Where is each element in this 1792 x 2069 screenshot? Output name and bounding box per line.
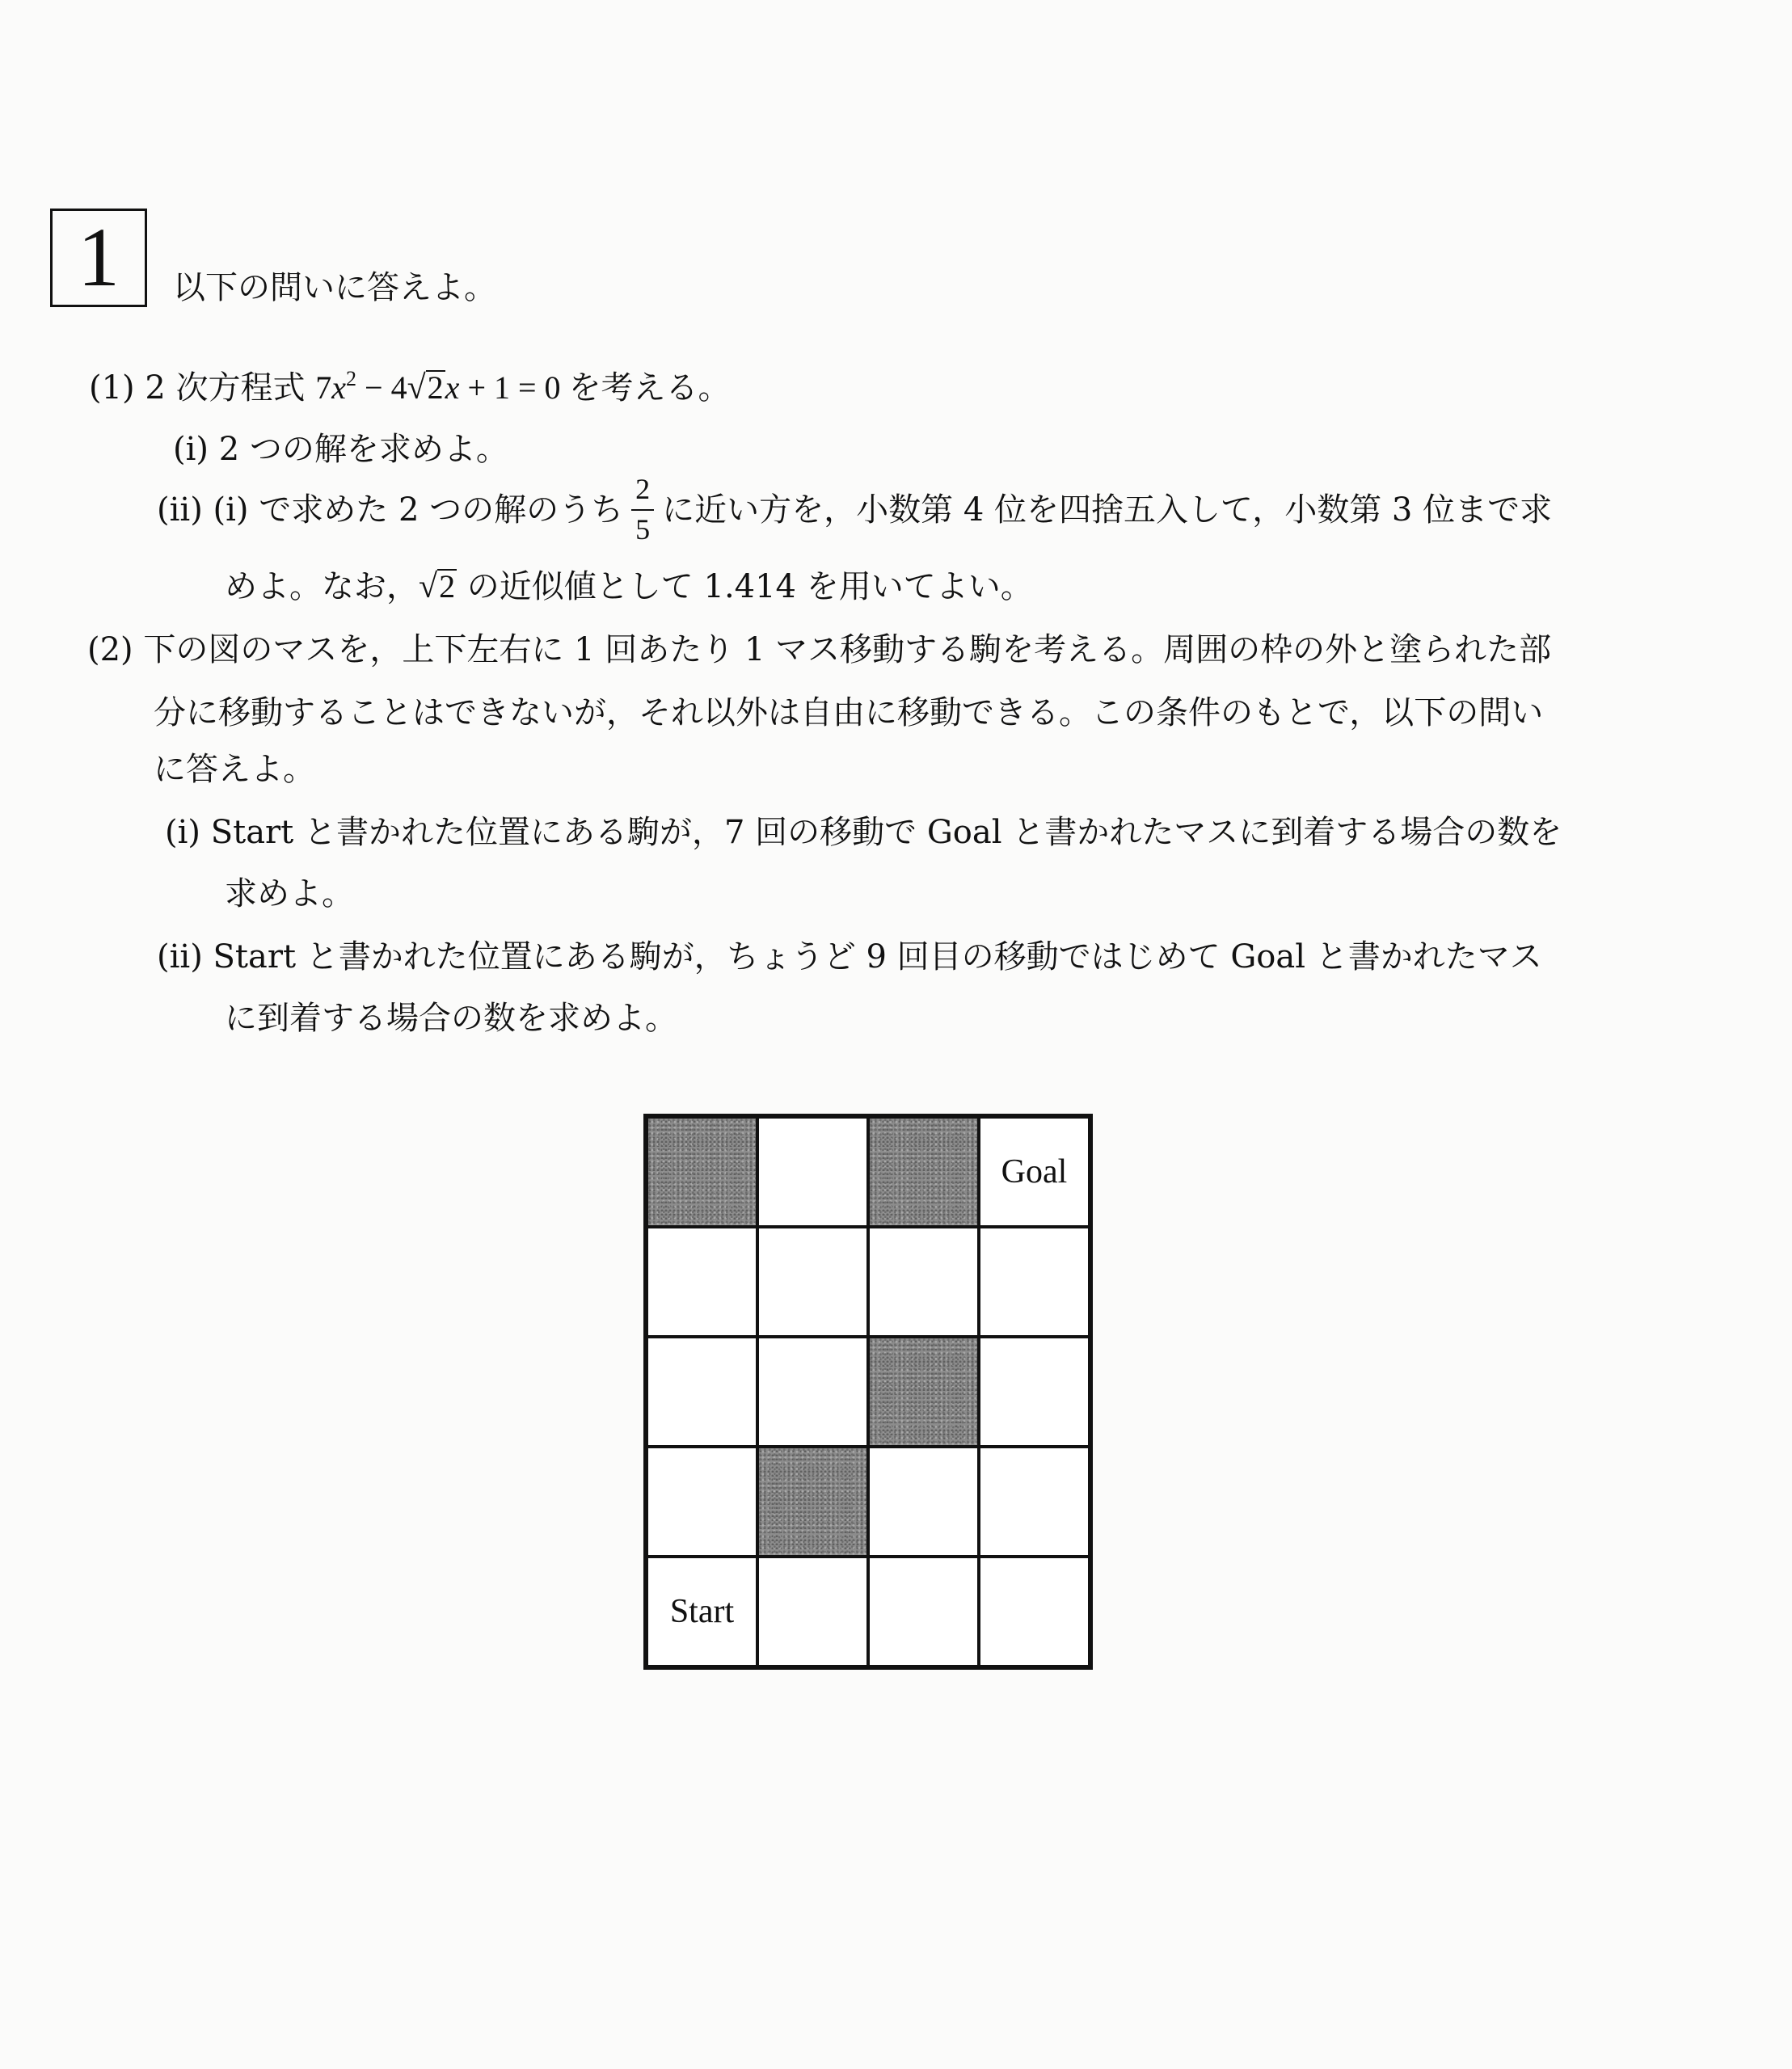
q1-text-post: を考える。 [568,369,731,407]
grid-cell-label: Goal [1001,1153,1068,1190]
eq-var-2: x [445,369,460,406]
problem-number: 1 [78,211,120,304]
q2-text-line1: 下の図のマスを，上下左右に 1 回あたり 1 マス移動する駒を考える。周囲の枠の外と塗られた部 [143,631,1552,668]
q2-ii-text-line1: Start と書かれた位置にある駒が，ちょうど 9 回目の移動ではじめて Goal と書かれたマス [213,938,1542,976]
q2-text-line3: に答えよ。 [154,751,315,788]
grid-cell [868,1557,979,1667]
grid-cell [868,1227,979,1337]
grid-cell [979,1337,1090,1447]
grid-cell [757,1227,868,1337]
q1-line [89,367,731,407]
q1-text-pre: 2 次方程式 [145,369,306,407]
q2-text-line2: 分に移動することはできないが，それ以外は自由に移動できる。この条件のもとで，以下の問い [154,694,1544,731]
q1-equation [315,369,568,406]
fraction [631,474,654,546]
grid-cell [868,1447,979,1557]
q1-ii-text-post: に近い方を，小数第 4 位を四捨五入して，小数第 3 位まで求 [662,491,1553,529]
eq-sqrt-value: 2 [427,369,444,406]
problem-number-box [50,209,147,307]
fraction-bar [631,509,654,511]
eq-tail: + 1 = 0 [467,369,561,406]
q1-ii-text-pre: (i) で求めた 2 つの解のうち [213,491,624,529]
q2-ii-label: (ii) [157,938,203,976]
q2-ii-text-line2: に到着する場合の数を求めよ。 [225,1000,677,1037]
movement-grid [643,1114,1093,1670]
fraction-denominator: 5 [635,512,651,546]
q2-ii-line1 [157,938,1542,976]
q2-i-text-line2: 求めよ。 [225,875,354,912]
eq-var: x [331,369,347,406]
grid-cell [757,1337,868,1447]
q1-ii-line1 [157,474,1552,546]
grid-cell [979,1557,1090,1667]
eq-exponent: 2 [346,367,357,390]
eq-coef: 7 [315,369,332,406]
q1-ii-line2-post: の近似値として 1.414 を用いてよい。 [466,568,1033,605]
q2-i-label: (i) [165,814,201,851]
q1-i-label: (i) [173,431,209,468]
q1-ii-line2-pre: めよ。なお， [225,568,419,605]
sqrt2: √2 [419,568,456,605]
grid-cell-shaded [647,1117,757,1227]
grid-cell-goal [979,1117,1090,1227]
q2-i-line1 [165,816,1562,849]
q2-line1 [87,631,1552,668]
grid-cell-start [647,1557,757,1667]
grid-cell [757,1117,868,1227]
grid-cell [757,1557,868,1667]
q1-ii-label: (ii) [157,491,203,529]
fraction-numerator: 2 [635,473,651,505]
q1-label: (1) [89,369,135,407]
grid-cell [647,1447,757,1557]
q1-ii-line2 [225,569,1033,604]
sqrt2-value: 2 [439,568,456,605]
grid-cell [979,1227,1090,1337]
eq-minus: − 4 [365,369,407,406]
grid-cell [647,1337,757,1447]
grid-cell-shaded [757,1447,868,1557]
q1-i-text: 2 つの解を求めよ。 [218,431,508,468]
q2-i-text-line1: Start と書かれた位置にある駒が，7 回の移動で Goal と書かれたマスに到着する場合の数を [210,814,1562,851]
grid-cell [647,1227,757,1337]
eq-sqrt: √2 [407,369,444,407]
grid-cell [979,1447,1090,1557]
problem-intro: 以下の問いに答えよ。 [173,269,496,306]
q2-label: (2) [87,631,133,668]
grid-cell-label: Start [669,1593,735,1630]
q1-i-line [173,433,508,466]
grid-cell-shaded [868,1117,979,1227]
grid-cell-shaded [868,1337,979,1447]
